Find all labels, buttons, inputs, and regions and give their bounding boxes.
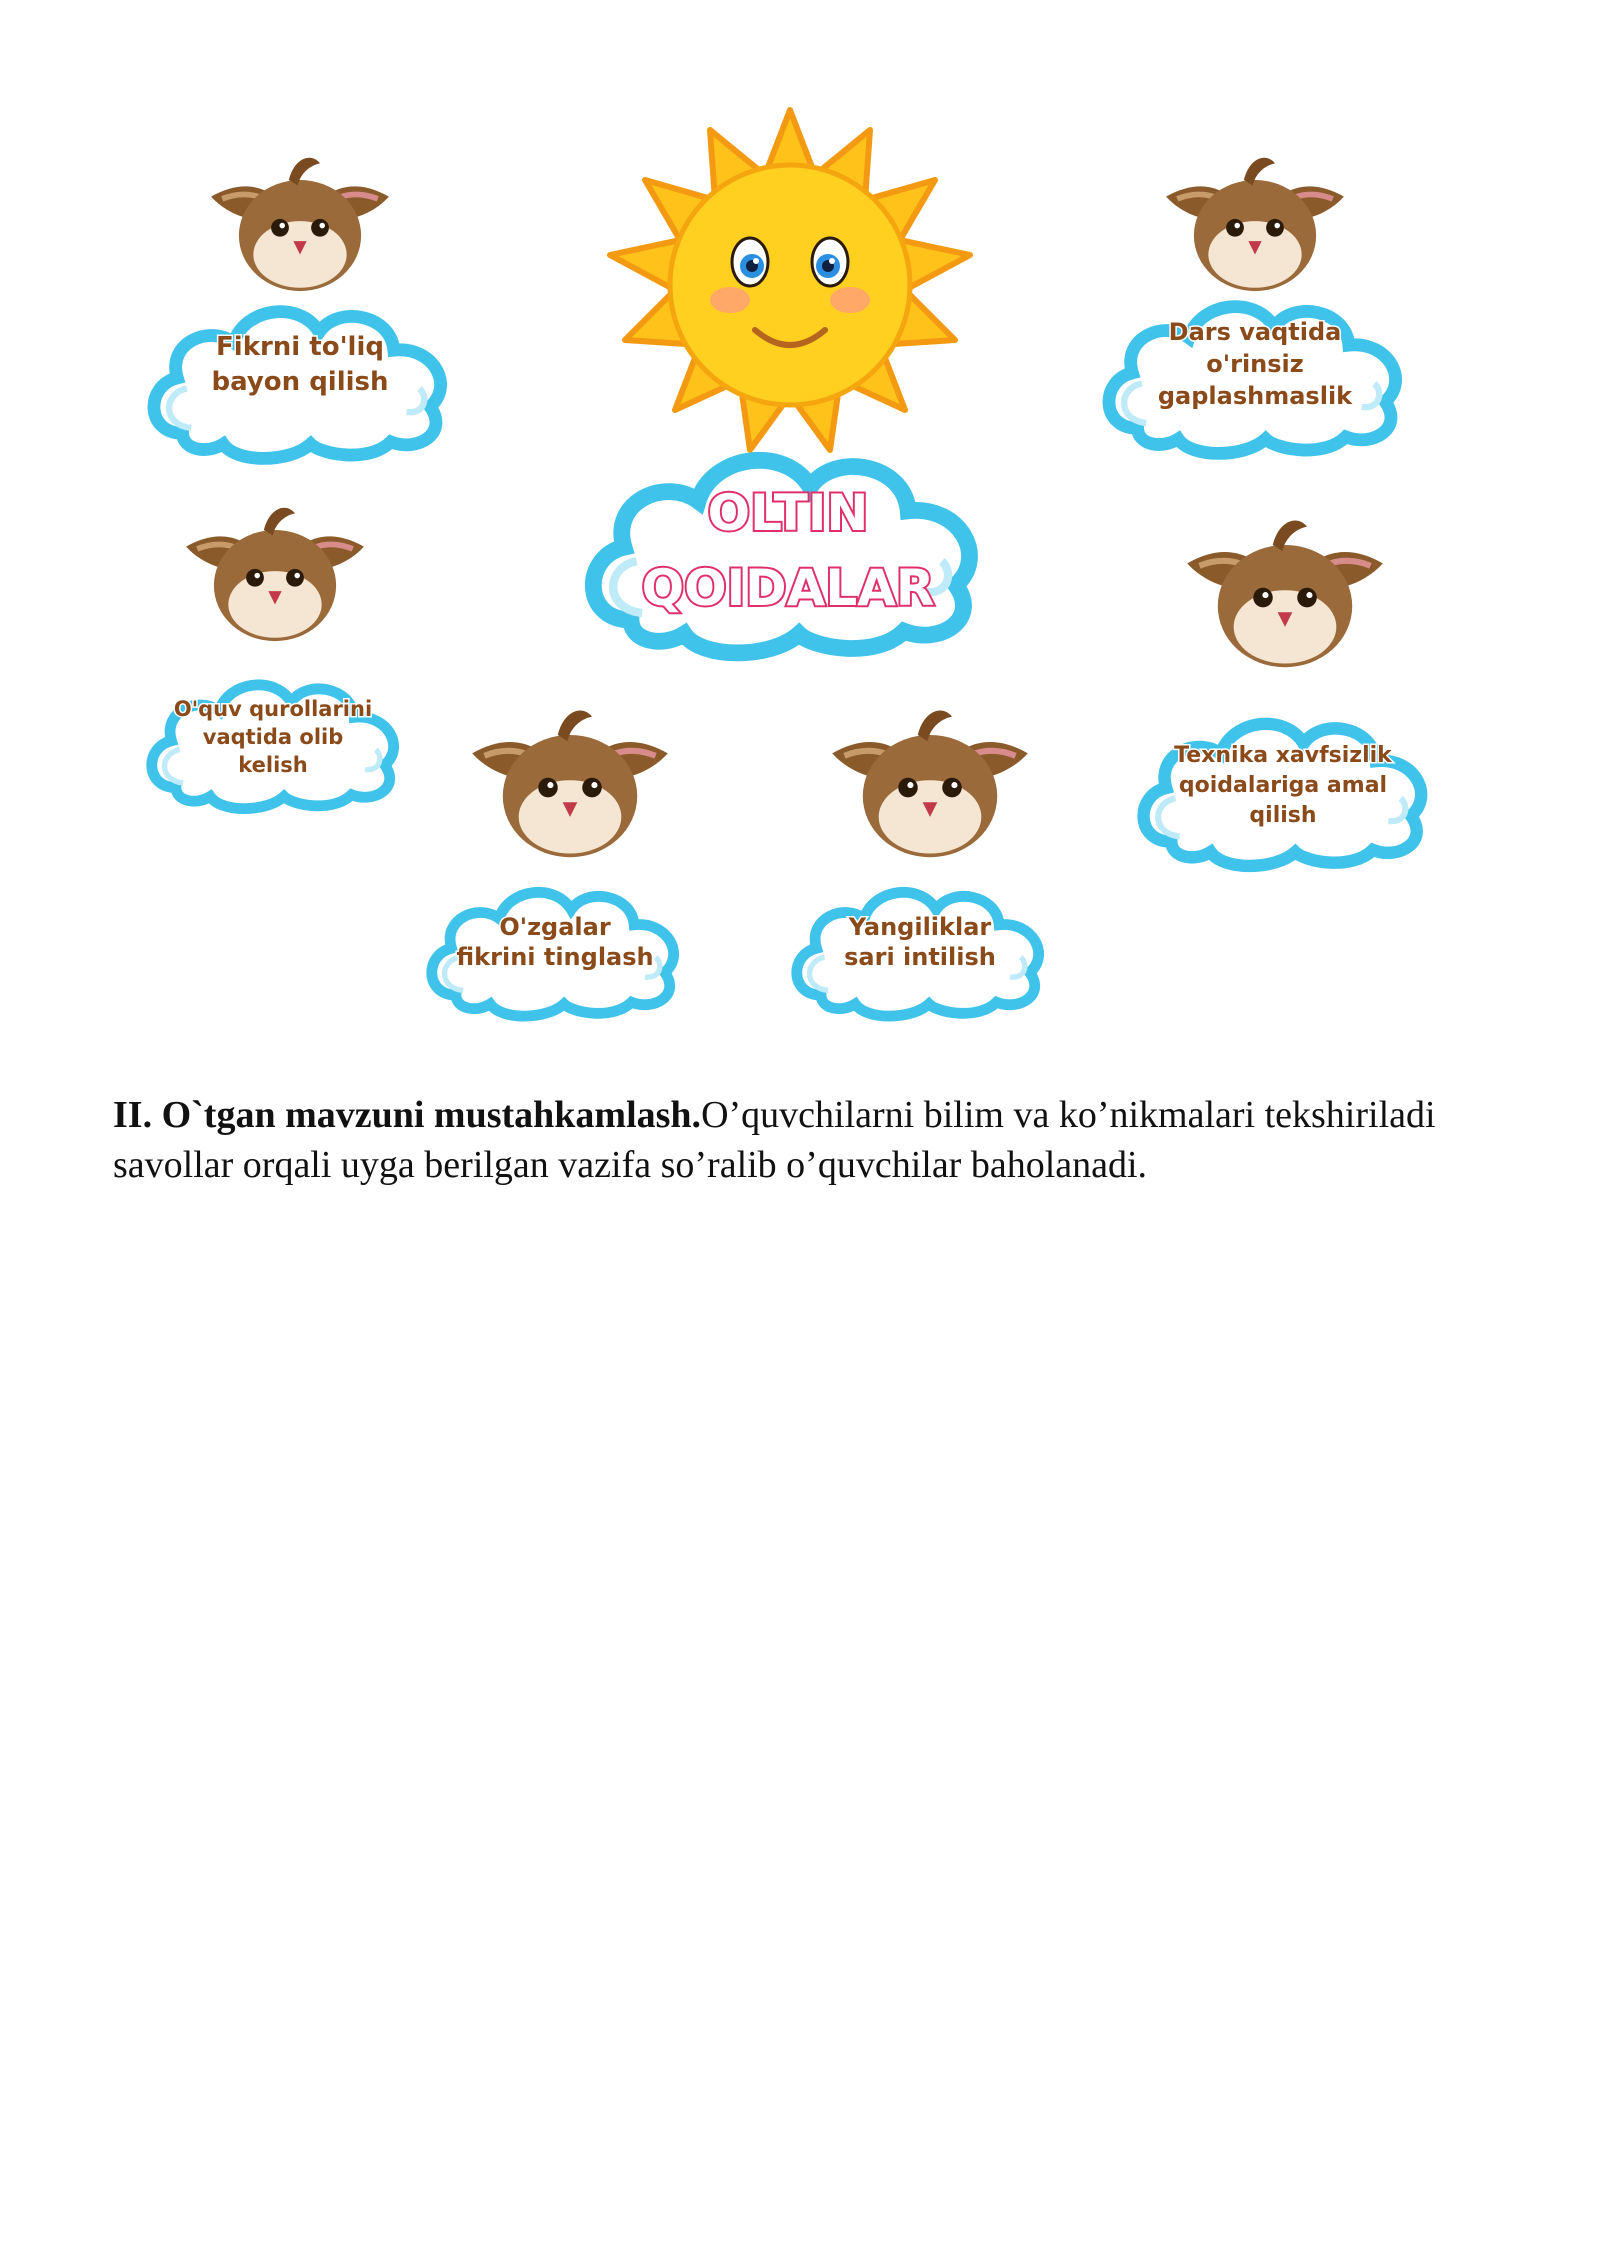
rule-6-line-2: sari intilish xyxy=(844,943,996,971)
section-heading: II. O`tgan mavzuni mustahkamlash. xyxy=(113,1094,702,1136)
rule-2-line-1: Dars vaqtida xyxy=(1168,318,1342,346)
rule-3-line-2: vaqtida olib xyxy=(202,725,344,749)
rule-5-line-2: fikrini tinglash xyxy=(456,943,654,971)
rule-4-line-3: qilish xyxy=(1249,803,1317,828)
golden-rules-poster xyxy=(0,0,1600,1040)
poster-title-line2: QOIDALAR xyxy=(641,559,935,617)
bird-illustration xyxy=(472,711,668,858)
rule-4-line-2: qoidalariga amal xyxy=(1178,773,1388,798)
bird-illustration xyxy=(1187,521,1383,668)
rule-2-line-3: gaplashmaslik xyxy=(1157,382,1353,410)
rule-4-line-1: Texnika xavfsizlik xyxy=(1174,743,1392,768)
rule-6-line-1: Yangiliklar xyxy=(848,913,992,941)
rule-1-line-2: bayon qilish xyxy=(211,367,389,397)
rule-5-line-1: O'zgalar xyxy=(499,913,611,941)
bird-illustration xyxy=(186,508,364,641)
rule-3-line-1: O'quv qurollarini xyxy=(173,697,373,721)
bird-illustration xyxy=(1166,158,1344,291)
rule-3-line-3: kelish xyxy=(238,753,308,777)
section-body: O’quvchilarni bilim va ko’nikmalari tekshiriladi savollar orqali uyga berilgan vazifa so’ralib o’quvchilar baholanadi. xyxy=(113,1094,1436,1186)
poster-title-line1: OLTIN xyxy=(707,484,869,542)
sun-illustration xyxy=(610,110,970,450)
rule-1-line-1: Fikrni to'liq xyxy=(216,332,384,362)
rule-2-line-2: o'rinsiz xyxy=(1206,350,1304,378)
bird-illustration xyxy=(211,158,389,291)
section-paragraph xyxy=(113,1090,1443,1190)
bird-illustration xyxy=(832,711,1028,858)
